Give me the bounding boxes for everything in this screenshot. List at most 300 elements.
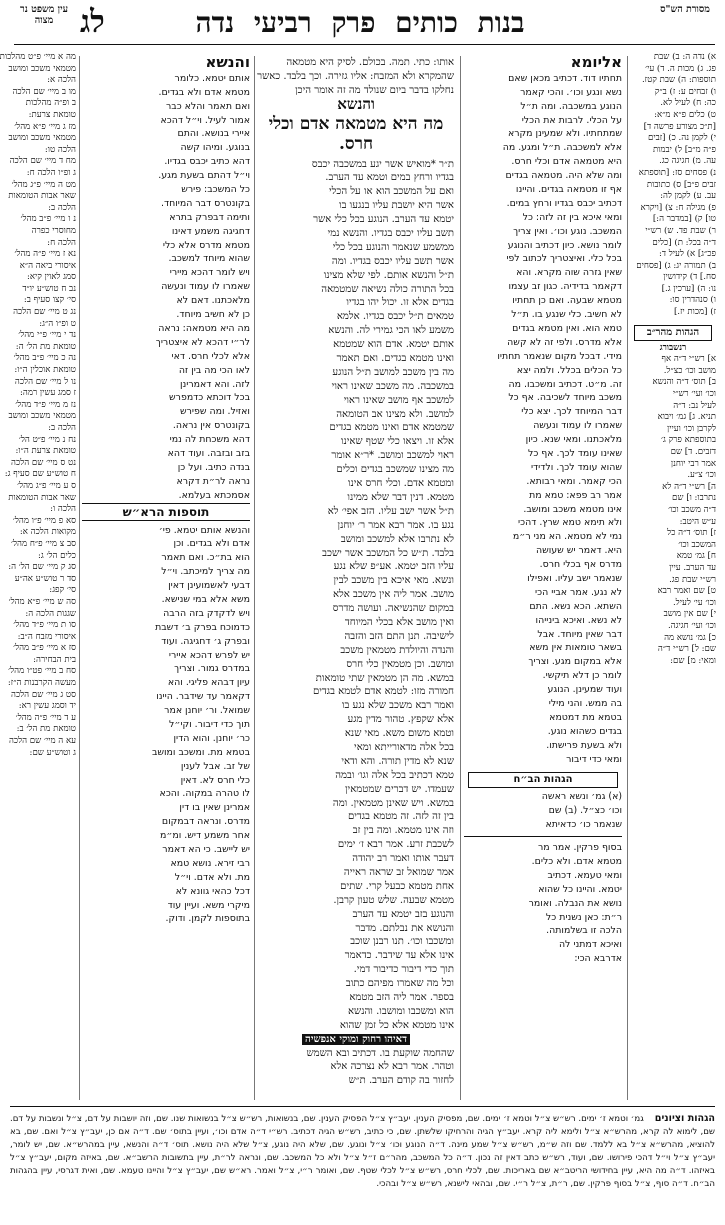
masoret-line: א) נדה ה: ב) שבת [653,52,716,62]
ein-mishpat-line: ב ופ״ה מהלכות [25,98,76,109]
gemara-line: ת״ל אשר ישב עליו. הזב אפי׳ לא [327,505,454,517]
tosafot-opener: והנשא [205,53,250,71]
gemara-line: בכל התורה כולה נשיאה שמטמאה [321,283,454,295]
ein-mishpat-line: סט ג מיי׳ שם הלכה [11,689,76,700]
tosafot-line: אותם יטמא. כלומר [174,72,250,84]
masoret-line: י) לקמן נה. כ) [זבים [648,133,716,144]
rashi-line: ומאי כדי דיבור [566,753,622,765]
tosafot-line: וי״ל דהתם בשעת מגע. [158,170,250,182]
masoret-box-line: לעיל נב: ד״ה [673,400,716,411]
tosafot-harosh-heading: תוספות הרא״ש [82,503,250,521]
tosafot-harosh-line: כדמוכח בפרק ב׳ דשבת [155,621,250,633]
gemara-line: במשא. מה הן מטמאין שתי טומאות [315,672,454,684]
gemara-line: וטמא משום משא. מאי שנא [344,728,454,740]
rashi-tail-line: ואיכא דמתני לה [558,939,622,951]
rashi-line: בטמא מת דמטמא [549,711,622,723]
rashi-line: נשא ונגע וכו׳. והכי קאמר [520,86,622,98]
tosafot-line: בקונטרס דבר המיוחד. [161,197,250,209]
ein-mishpat-line: סמג לאוין קיא: [26,272,76,283]
rashi-line: כל הכלים בכלל. ולמה יצא [516,364,622,376]
rashi-line: הכי קאמר. ומאי רבותא. [526,475,622,487]
tosafot-harosh-line: תוך כדי דיבור. וקי״ל [169,718,250,730]
ein-mishpat-line: שאר אבות הטומאות [8,191,76,202]
tosafot-line: ותימה דבפרק בתרא [169,211,250,223]
hagahot-bach-title: הגהות הב״ח [468,772,618,788]
rashi-line: נמי לא מטמא. הא מני ר״מ [512,531,622,543]
masoret-box-line: וכו׳ ועי׳ רש״י [672,389,716,400]
ein-mishpat-line: ג וטוש״ע שם: [29,747,76,758]
gemara-line: בכל אלה מדאורייתא ומאי [354,741,454,753]
masoret-line: פכ״ג] א) לעיל ד: [658,249,716,260]
tosafot-harosh-lines [82,524,250,927]
ein-mishpat-line: ס ע מיי׳ פ״ג מהל׳ [17,480,76,491]
gemara-line: וכל מה שאמרו מפיהם כתוב [345,978,454,990]
masoret-box-line: תניא. ג] גמ׳ ויבוא [657,412,716,423]
tosafot-harosh-line: ויש לדקדק בזה הרבה [163,607,250,619]
rashi-tail-line: בסוף פרקין. אמר מר [537,842,622,854]
masoret-line: ד״ה בכל: ת) [כלים [652,237,716,248]
tosafot-line: ויש לומר דהכא מיירי [169,267,250,279]
rashi-line: טמא הוא. ואין מטמא בגדים [512,322,622,334]
gemara-tail-line: לחזור בה קודם הערב. ת״ש [348,1075,454,1087]
rashi-line: דבר שאין מיוחד. אבל [537,628,622,640]
ein-mishpat-line: הלכה טו: [44,144,76,155]
tosafot-line: אמור לעיל. וי״ל דהכא [160,114,250,126]
rashi-line: בכל כלי. ואיצטריך לכתוב לפי [506,253,622,265]
tosafot-line: בנוגע. ומיהו קשה [180,142,250,154]
ein-mishpat-line: טומאת צרעת: [28,109,76,120]
rashi-line: ומאי איכא בין זה לזה: כל [522,211,622,223]
masoret-box-line: עד הערב. עיין [669,562,716,573]
ein-mishpat-line: מטמאי משכב ומושב [8,133,76,144]
tosafot-line: ואזיל. ומה שפירש [179,406,250,418]
rashi-line: דקאמר בדידיה. כגון זב עצמו [508,281,622,293]
masoret-box-line: מושב וכו׳ כצ״ל. [663,365,716,376]
masoret-box-title: הגהות מהר״ב [634,325,712,341]
ein-mishpat-line: מה א מיי׳ פ״ט מהלכות [0,52,76,62]
ein-mishpat-line: טומאת מת הל׳ ב: [16,724,76,735]
tosafot-harosh-line: מיקרי משא. ועיין עוד [167,899,250,911]
rashi-line: שאין גזרה שוה מקרא. והא [516,267,622,279]
rashi-line: היא. דאמר יש שעושה [535,545,622,557]
rashi-tail-line: ומאי טעמא. דכתיב [547,869,622,881]
gemara-line: מטמא שבעה. שלש טעון קרבן. [333,894,454,906]
gemara-line: מושב. אמר ליה אין משכב אלא [332,589,454,601]
tosafot-harosh-line: כר׳ יוחנן. והוא הדין [173,732,250,744]
masoret-box-line: המשכב וכו׳ [678,539,716,550]
masoret-line: ו) זבחים ע: ז) ב״ק [654,86,716,97]
ein-mishpat-line: סח ב מיי׳ פט״ו מהל׳ [8,666,76,677]
tosafot-harosh-line: כלי חרס לא. דאין [180,774,250,786]
gemara-pre-line: אותו: כתי. תמה. בכולם. לסיק היא מטמאה [286,57,454,68]
masoret-line: נ) פסחים סז: [תוספתא [638,167,716,178]
masoret-hashas-column [630,52,716,1102]
gemara-line: למושב. ולא מצינו אב הטומאה [336,408,454,420]
rashi-line: שנאמר ישב עליו. ואפילו [527,572,622,584]
gemara-line: אלא זו. ויצאו כלי שטף שאינו [340,436,454,448]
rashi-line: ועוד שמעינן. הנוגע [547,684,622,696]
ein-mishpat-column [0,52,76,772]
tosafot-harosh-line: ובפרק ג׳ דחגיגה. ועוד [161,635,250,647]
ein-mishpat-line: נז מ מיי׳ פ״ד מהל׳ [15,399,76,410]
ein-mishpat-line: מעשה הקרבנות ה״ז: [7,678,76,689]
tosafot-harosh-line: הוא בת״כ. ואם תאמר [161,552,250,564]
highlighted-phrase: דאיהו רחוק ומוקי אנפשיה [302,1034,410,1045]
masoret-line: עה. מ) חגיגה כג. [659,156,716,167]
rashi-line: דבר המיוחד לכך. יצא כלי [521,406,622,418]
rashi-line: שמתחתיו. ולא שמעינן מקרא [507,128,622,140]
gemara-opener: והנשא [337,94,375,113]
rashi-line: אמר רב פפא: טמא מת [529,489,622,501]
gemara-line: לא נתרבו אלא למשכב ומושב [340,533,454,545]
tosafot-harosh-line: במדרס גמור. וצריך [174,663,250,675]
rashi-line: מדרס אף בכלי חרס. [539,559,622,571]
ein-mishpat-line: סב צ מיי׳ פ״ח מהל׳ [11,538,76,549]
masoret-box-line: ט] שם ואמר רבא [657,586,716,597]
gemara-line: אינו מטמא אלא כל זמן שהוא [339,1019,454,1031]
gemara-line: אותם יטמא. אדם הוא שמטמא [333,339,454,351]
tosafot-harosh-line: בטמא מת. ומשכב ומושב [151,746,250,758]
tosafot-line: כל המשכב: פירש [181,184,250,196]
tosafot-line: דהא משכחת לה נמי [169,434,250,446]
hagahot-bach-line: שנאמר כו׳ כדאיתא [545,819,622,831]
gemara-line: לישיבה. תנן התם הזב והזבה [344,630,454,642]
rashi-line: ולא תימא טמא שרץ. דהכי [518,517,622,529]
ein-mishpat-line: שאר אבות הטומאות [8,492,76,503]
ein-mishpat-line: נה כ מיי׳ פ״ב מהל׳ [13,353,76,364]
ein-mishpat-line: נט ס מיי׳ שם הלכה [11,457,76,468]
ein-mishpat-line: נו ל מיי׳ שם הלכה [14,376,76,387]
gemara-line: אשר תשב עליו יכבס בגדיו. ומה [331,255,454,267]
ein-mishpat-line: כלים הל׳ ג: [38,550,76,561]
tosafot-line: לאו הכי מה בין זה [178,364,250,376]
tosafot-line: מלאכתנו. דאם לא [176,295,250,307]
ein-mishpat-line: סא פ מיי׳ פ״ו מהל׳ [12,515,76,526]
rashi-line: היא מטמאה אדם וכלי חרס. [511,156,622,168]
gemara-line: בין זה לזה. זה מטמא בגדים [347,811,454,823]
tosafot-line: אסמכתא בעלמא. [178,489,250,501]
rashi-line: אלא במקום מגע. וצריך [528,656,622,668]
column-divider [627,56,628,1100]
tosafot-line: בזב ובזבה. ועוד דהא [167,447,250,459]
ein-mishpat-line: מטמאי משכב ומושב [8,411,76,422]
gemara-line: תוך כדי דיבור כדיבור דמי. [353,964,454,976]
ein-mishpat-line: נב ח טוש״ע יו״ד [22,283,76,294]
gemara-line: תשב עליו יכבס בגדיו. והנשא נמי [327,228,454,240]
gemara-line: מטמא. דנין דבר שלא ממינו [347,491,454,503]
rashi-line: אלא למשכבה. ת״ל ומגע. מה [502,142,622,154]
masoret-box-lines [630,354,716,667]
masoret-line: נו: ה) [ערכין ג.] [661,283,716,294]
gemara-line: חמורה מזו: לטמא אדם לטמא בגדים [312,686,454,698]
rashi-tail-line: ר״ת: כאן נשנית כל [545,911,622,923]
ein-mishpat-line: סז א מיי׳ פ״ב מהל׳ [13,643,76,654]
ein-mishpat-line: איסורי מזבח ה״ב: [17,631,76,642]
ein-mishpat-line: ט ופ״ו ה״ג: [39,318,76,329]
ein-mishpat-line: הלכה א: [47,75,76,86]
masoret-line: ו) סנהדרין סו: [669,295,716,306]
ein-mishpat-line: הלכה ח: [47,237,76,248]
ein-mishpat-line: מז ג מיי׳ פ״א מהל׳ [14,121,76,132]
gemara-line: ואינו מטמא בגדים. ואם תאמר [336,353,454,365]
gemara-line: ומושב. וכן מטמאין כלי חרס [346,658,454,670]
rashi-line: ומה שלא היה. מטמאה בגדים [505,170,622,182]
ein-mishpat-line: בית הבחירה: [33,654,76,665]
gemara-line: בספר. אמר ליה הזב מטמא [349,992,454,1003]
rashi-line: בה ממש. והני מילי [548,697,622,709]
masoret-box-line: רש״י שבת פג. [669,574,716,585]
rashi-line: שאינו עומד לכך. אף כל [528,447,622,459]
ein-mishpat-line: עא ה מיי׳ שם הלכה [8,736,76,747]
mishnah-heading: מה היא מטמאה אדם וכלי חרס. [268,113,444,154]
gemara-line: ואמר רבא משכב שלא נגע בו [341,700,454,712]
masoret-box-line: כ] גמ׳ נושא מה [664,632,716,643]
gemara-line: בלבד. ת״ש כל המשכב אשר ישכב [322,547,454,559]
masoret-box-line: אמר רבי יוחנן [670,458,716,469]
gemara-line: אחת מטמא כבעל קרי. שתים [340,880,454,892]
masoret-box-line: ז] תוס׳ ד״ה כל [667,528,716,539]
gemara-line: מה בין משכב למושב ת״ל הנוגע [332,366,454,378]
ein-mishpat-line: ע ד מיי׳ פ״ה מהל׳ [15,712,76,723]
gemara-line: שעמדו. יש דברים שמטמאין [344,783,454,795]
ein-mishpat-line: סג ק מיי׳ שם הל׳ ה: [8,562,76,573]
ein-mishpat-lines [0,52,76,759]
tosafot-harosh-line: אחר משמע דיש. ומ״מ [159,830,250,842]
masoret-box-line: ומאי: מ] שם: [670,655,716,666]
gemara-line: במקום שהנשיאה. ועושה מדרס [332,603,454,615]
tosafot-line: אלא לכלי חרס. דאי [171,350,250,362]
gemara-line: ומטמא אדם. וכלי חרס אינו [347,478,454,490]
masoret-line: עב. ע) לקמן לה: [660,191,716,202]
masoret-box-line: וכו׳ צ״ע. [687,470,716,481]
masoret-line: פ״ה מ״ב] ל) יבמות [652,144,716,155]
masoret-box-line: ד״ה משכב וכו׳ [668,504,716,515]
masoret-line: ב) תמורה יג: ג) [פסחים [636,260,716,271]
ein-mishpat-label: עין משפט נר מצוה [20,4,68,26]
masoret-box-line: ה] רש״י ד״ה לא [662,481,716,492]
masoret-lines [630,52,716,319]
rashi-line: אלא מדרס. ולפי זה לא קשה [507,336,622,348]
tosafot-harosh-line: שמואל. ור׳ יוחנן אמר [164,705,250,717]
rashi-line: ולא בשעת פרישתו. [546,739,622,751]
rashi-line: לומר נושא. כיון דכתיב והנוגע [507,239,622,251]
rashi-tail-lines [464,841,622,966]
tosafot-line: בנדה כתיב. ועל כן [177,461,250,473]
tosafot-harosh-line: מה צריך למיכתב. וי״ל [161,566,250,578]
gemara-tail-line: וטהר. אמר רבא לא נצרכה אלא [330,1061,454,1073]
tosafot-line: ואם תאמר והלא כבר [165,100,250,112]
ein-mishpat-line: טומאת צרעת ה״ו: [15,446,76,457]
tosafot-line: לזה. והא דאמרינן [179,378,250,390]
tosafot-harosh-line: יש לפרש דהכא איירי [168,649,250,661]
tosafot-line: כן לא חשיב מיוחד. [176,309,250,321]
rashi-column [464,53,622,1100]
ein-mishpat-line: נד י מיי׳ פ״י מהל׳ [18,330,76,341]
footer-rule [10,1106,715,1107]
gemara-tail-lines [258,1047,454,1089]
gemara-line: והנושא את נבלתם. מדבר [355,922,454,934]
tosafot-line: מטמא אדם ולא בגדים. [158,86,250,98]
rashi-line: מידי. דבכל מקום שנאמר תחתיו [497,350,622,362]
masoret-line: טו] ק) [במדבר ה:] [652,214,716,225]
ein-mishpat-line: סי׳ קפג: [49,585,76,596]
gemara-line: הוא ומשכבו ומושבו. והנשא [348,1005,454,1017]
ein-mishpat-line: נא ז מיי׳ פ״ה מהל׳ [14,249,76,260]
rashi-line: הנוגע במשכבה. ומה ת״ל [520,100,622,112]
gemara-line: למשכב אף מושב שאינו ראוי [343,394,454,406]
gemara-line: טמאים ת״ל יכבס בגדיו. אלמא [336,311,454,323]
tosafot-harosh-line: דקאמר עד שידבר. היינו [156,691,250,703]
masoret-line: ט) כלים פ״א מ״א: [654,109,716,120]
ein-mishpat-line: הלכה ו: [50,504,76,515]
gemara-line: ממשמע שנאמר והנוגע בכל כלי [332,241,454,253]
gemara-line: מה מצינו שמשכב בגדים וכלים [336,464,454,476]
ein-mishpat-line: ג ופ״ו הלכה ח: [26,167,76,178]
ein-mishpat-line: סו ת מיי׳ פ״ד מהל׳ [13,620,76,631]
gemara-line: דעבר אותו ואמר רב יהודה [352,853,454,865]
rashi-line: לא נשא. ואיכא בינייהו [535,614,622,626]
masoret-line: סח.] ד) קידושין [663,272,716,283]
tosafot-harosh-line: והנשא אותם יטמא. פי׳ [158,524,250,536]
tosafot-harosh-line: אמרינן שאין בו דין [179,802,250,814]
tosafot-harosh-line: רבי זירא. נושא טמא [170,857,250,869]
masoret-box-line: ב] תוס׳ ד״ה והנשא [652,377,716,388]
gemara-line: עליו הזב יטמא. אע״פ שלא נגע [333,561,454,573]
ein-mishpat-line: מחוסרי כפרה [31,225,76,236]
masoret-box-line: וכו׳ ועי׳ חגיגה. [667,620,716,631]
tosafot-harosh-line: אדם ולא בגדים. וכן [173,538,250,550]
ein-mishpat-line: הלכה ב: [48,202,76,213]
rashi-line: אינו מטמא משכב ומושב. [523,503,622,515]
rashi-line: מטמא שבעה. ואם כן תחתיו [512,295,622,307]
masoret-box-line: א] רש״י ד״ה אף [661,354,716,365]
gemara-lines [258,158,454,1033]
ein-mishpat-line: סה ש מיי׳ פ״א מהל׳ [8,596,76,607]
gemara-line: שמטמא אדם ואינו מטמא בגדים [329,422,454,434]
ein-mishpat-line: שגגות הלכה ה: [25,608,76,619]
page-number: לג [80,4,105,40]
gemara-line: במשכבה. מה משכב שאינו ראוי [331,380,454,392]
rashi-line: בגדים כשהוא נוגע. [547,725,622,737]
gemara-line: אמר שמואל זב שראה ראייה [343,866,454,878]
tosafot-line: איירי בנושא. והתם [177,128,250,140]
gemara-line: ואם על המשכב הוא או על הכלי [329,186,454,198]
tosafot-line: נראה לר״ת דקרא [176,475,250,487]
gemara-line: ת״ר *מואיש אשר יגע במשכבה יכבס [311,158,454,170]
rashi-divider [464,836,622,837]
gemara-line: בגדים אלא זו. יכול יהו בגדיו [346,297,454,309]
ein-mishpat-line: הלכה ב: [48,423,76,433]
tosafot-column [82,53,250,1100]
tosafot-harosh-line: של זב. אבל לענין [180,760,250,772]
gemara-column [258,56,454,1100]
gemara-line: אשר היא יושבת עליו בנגעו בו [339,200,454,212]
gemara-line: אינו אלא עד שידבר. כדאמר [344,950,454,962]
ein-mishpat-line: נג ט מיי׳ שם הלכה [13,307,76,318]
ein-mishpat-line: איסורי ביאה ה״א [19,260,76,271]
rashi-line: לא חשיב. כלי שנגע בו. ת״ל [511,309,622,321]
tosafot-harosh-line: עיון דבהא פליגי. והא [167,677,250,689]
ein-mishpat-line: ז סמג עשין רמה: [20,388,76,399]
tosafot-harosh-line: בתוספות לקמן. ודוק. [165,913,250,925]
tosafot-harosh-line: דבעי לאשמועינן דאין [168,580,250,592]
tosafot-harosh-line: מת. ולא אדם. וי״ל [174,871,250,883]
gemara-line: בגדיו ורחץ במים וטמא עד הערב. [325,172,454,184]
gemara-line: ת״ל והנשא אותם. לפי שלא מצינו [323,269,454,281]
tosafot-harosh-line: מדרס. ונראה דבמקום [161,816,250,828]
masoret-line: פג. ג) מכות ה. ד) עי׳ [645,63,716,74]
gemara-line: אלא שקפץ. טהור מדין מגע [347,714,454,726]
rashi-line: מלאכתנו. ומאי שנא. כיון [525,434,622,446]
rashi-line: משכב מיוחד לשכיבה. אף כל [508,392,622,404]
gemara-line: והנוגע בזב יטמא עד הערב [352,908,454,920]
column-divider [254,56,255,1100]
tosafot-harosh-line: לו טהרה במקוה. והכא [159,788,250,800]
ein-mishpat-line: סד ר טוש״ע אה״ע [14,573,76,584]
gemara-line: וזה אינו מטמא. ומה בין זב [352,825,454,837]
masoret-box-line: ח] גמ׳ טמא [676,551,716,562]
gemara-pre-line: נחלקו בדבר ביום שנולד מה זה אומר היכן [295,84,454,96]
rashi-line: השתא. הכא נשא. התם [529,600,622,612]
masoret-line: ר) שבת פד. ש) רש״י [645,225,716,236]
rashi-line: זה. מ״ט. דכתיב ומשכבו. מה [508,378,622,390]
column-divider [460,56,461,1100]
gemara-line: לשכבת זרע. אמר רבא ז׳ ימים [337,839,454,851]
tosafot-line: מטמא מדרס אלא כלי [162,239,250,251]
tosafot-line: דהא כתיב יכבס בגדיו. [164,156,250,168]
masoret-box-line: י] שם אין מושב [663,609,716,620]
ein-mishpat-line: מקואות הלכה א: [19,527,76,538]
ein-mishpat-line: מט ה מיי׳ פ״ג מהל׳ [11,179,76,190]
rashi-tail-line: הלכה זו בשלמותה. [546,925,622,937]
rashi-line: לומר כן דלא תיקשי. [542,670,622,682]
tosafot-harosh-line: משא אלא במי שנישא. [161,593,250,605]
masoret-box-line: בתוספתא פרק ג׳ [661,435,716,446]
masoret-box-line: לקרבן וכו׳ ועיין [667,423,716,434]
hagahot-bach-lines [464,790,622,832]
gemara-line: משמע לאו הכי גמירי לה. והנשא [328,325,454,337]
rashi-line: שהוא עומד לכך. ולדידי [530,461,622,473]
ein-mishpat-line: טומאת מת הל׳ ה: [15,341,76,352]
masoret-box-line: דזבים. ד] שם [670,447,716,457]
gemara-pre-lines [258,56,454,98]
masoret-box-line: ע״ש היטב: [679,516,716,527]
gemara-line: ומשכבו וכו׳. תנו רבנן שוכב [350,936,454,948]
masoret-hashas-label: מסורת הש"ס [660,4,710,15]
gemara-line: ונשא. מאי איכא בין משכב לבין [333,575,454,587]
tosafot-line: שהוא מיוחד למשכב. [168,253,250,265]
gemara-line: במשא. ויש שאינן מטמאין. ומה [332,797,454,809]
tosafot-line: בקונטרס אין נראה. [172,420,250,432]
gemara-line: שנא לא מדין תורה. והא ודאי [341,755,454,767]
masoret-box-subtitle: רנשבורג [659,342,687,353]
hagahot-bach-line: וכו׳ כצ״ל. (ב) שם [548,805,622,817]
ein-mishpat-line: מח ד מיי׳ שם הלכה [9,156,76,167]
rashi-line: תחתיו דוד. דכתיב מכאן שאם [508,72,622,84]
rashi-tail-line: יטמא. והיינו כל שהוא [538,883,622,895]
masoret-box-line: שם: ל] רש״י ד״ה [657,644,716,655]
masoret-line: [ת״כ מצורע פרשה ד] [643,121,716,132]
rashi-line: אף זו מטמאה בגדים. והיינו [515,184,622,196]
masoret-line: כה: ח) לעיל לא. [660,98,716,109]
column-divider [79,56,80,1100]
ein-mishpat-line: טומאת אוכלין ה״ו: [14,365,76,376]
tosafot-lines [82,72,250,503]
rashi-line: על הכלי. לרבות את הכלי [521,114,622,126]
rashi-tail-line: נושא את הנבלה. ואומר [528,897,622,909]
rashi-lines [464,72,622,767]
gemara-pre-line: שהמקרא ולא המזבח: אליו גזירה. וכך בלבד. כאשר [257,70,454,82]
